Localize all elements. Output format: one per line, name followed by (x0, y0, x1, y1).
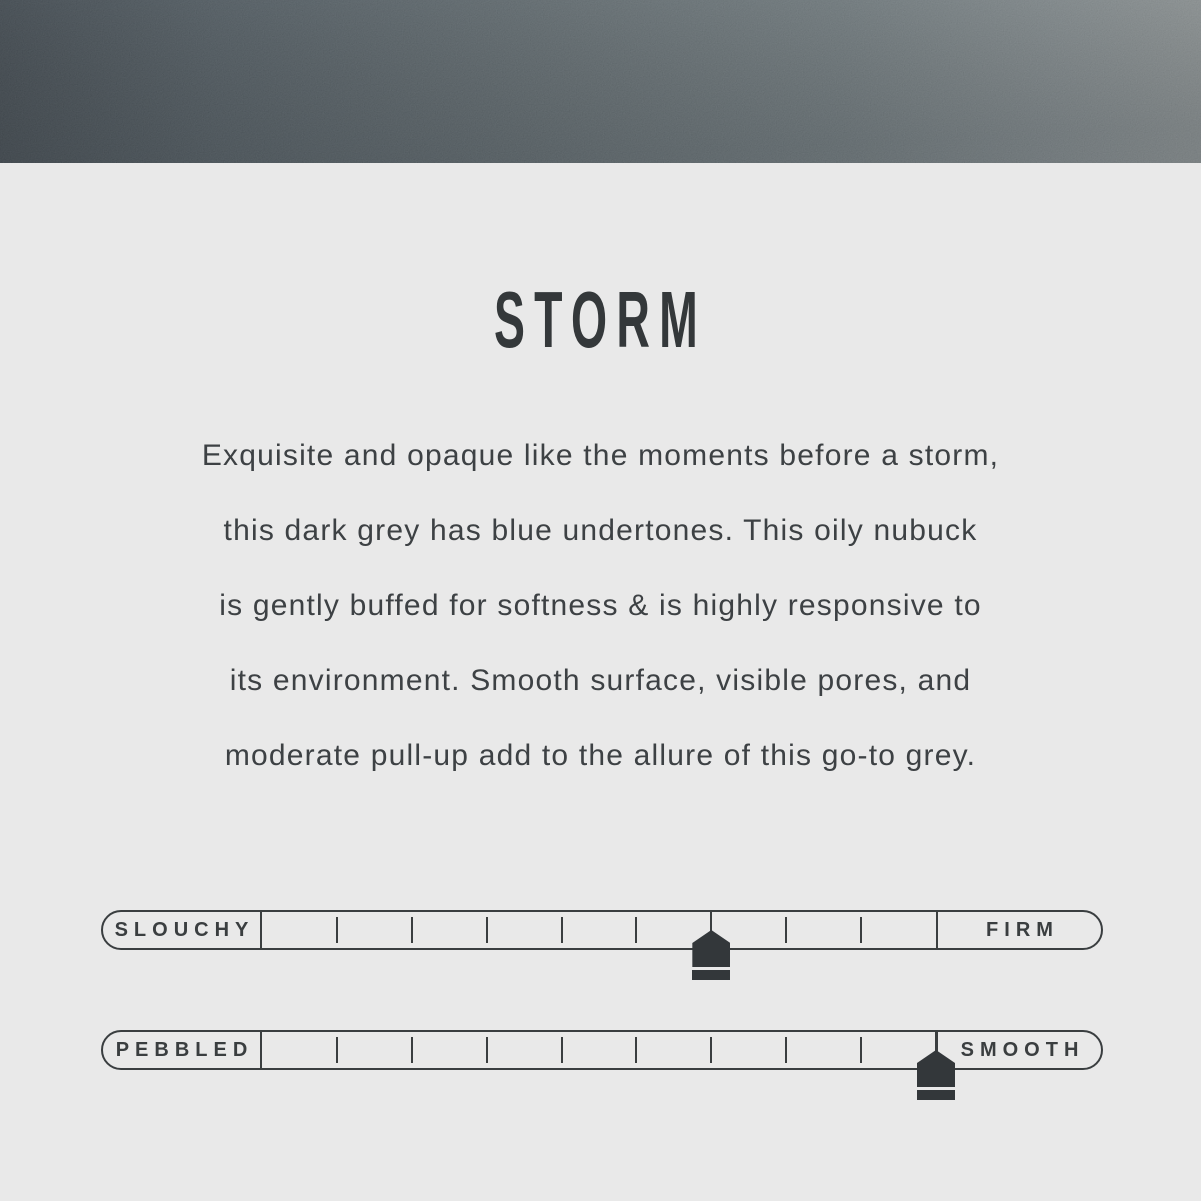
scale-tick (635, 1037, 637, 1063)
description-line: Exquisite and opaque like the moments before a storm, (201, 439, 1000, 472)
scale-tick (486, 917, 488, 943)
scale-tick (860, 917, 862, 943)
scale-tick (785, 1037, 787, 1063)
texture-right-label: SMOOTH (960, 1038, 1085, 1061)
scale-tick (336, 917, 338, 943)
firmness-right-label: FIRM (986, 918, 1059, 941)
scale-tick (486, 1037, 488, 1063)
description-line: its environment. Smooth surface, visible pores, and (229, 664, 972, 697)
scale-tick (411, 917, 413, 943)
scale-marker (692, 930, 730, 967)
leather-swatch-image (0, 0, 1201, 163)
description-line: moderate pull-up add to the allure of this go-to grey. (224, 739, 977, 772)
firmness-left-cell (103, 912, 262, 948)
description-line: is gently buffed for softness & is highly responsive to (219, 589, 982, 622)
texture-scale (101, 1030, 1103, 1070)
description-paragraph (0, 418, 1201, 793)
scale-marker-line (935, 1032, 937, 1052)
texture-right-cell (936, 1032, 1101, 1068)
scale-marker-base (692, 970, 730, 980)
texture-left-label: PEBBLED (115, 1038, 254, 1061)
page-title: STORM (493, 275, 708, 364)
scale-tick (710, 1037, 712, 1063)
scale-tick (785, 917, 787, 943)
scale-tick (411, 1037, 413, 1063)
scale-tick (635, 917, 637, 943)
firmness-scale (101, 910, 1103, 950)
scale-tick (336, 1037, 338, 1063)
texture-left-cell (103, 1032, 262, 1068)
scale-marker-line (710, 912, 712, 932)
scale-tick (561, 1037, 563, 1063)
firmness-right-cell (936, 912, 1101, 948)
scale-marker-base (917, 1090, 955, 1100)
scale-tick (860, 1037, 862, 1063)
description-line: this dark grey has blue undertones. This oily nubuck (223, 514, 978, 547)
scale-tick (561, 917, 563, 943)
firmness-left-label: SLOUCHY (114, 918, 255, 941)
